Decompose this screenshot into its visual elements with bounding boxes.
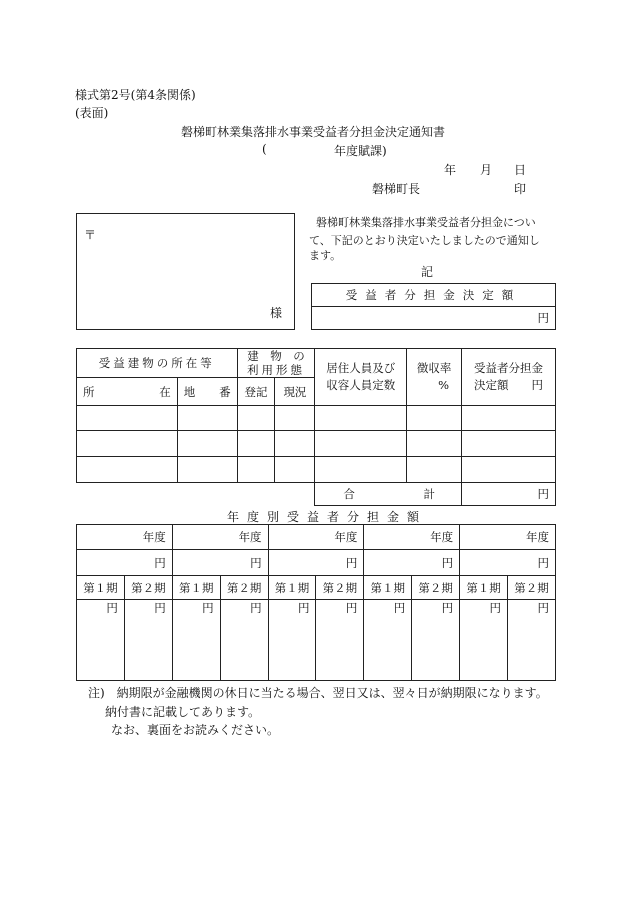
sub-place xyxy=(77,378,178,406)
period-2-label: 第２期 xyxy=(220,576,268,600)
note-line-3: なお、裏面をお読みください。 xyxy=(111,723,280,737)
period-1-label: 第１期 xyxy=(172,576,220,600)
cell xyxy=(407,457,462,483)
issuer-seal: 印 xyxy=(514,182,527,196)
sub-registered: 登記 xyxy=(237,378,275,406)
table-row xyxy=(77,457,556,483)
cell xyxy=(237,431,275,457)
cell xyxy=(77,406,178,431)
period-1-label: 第１期 xyxy=(364,576,412,600)
header-amount-line-2: 決定額 円 xyxy=(474,378,544,392)
address-box xyxy=(76,213,295,330)
cell xyxy=(237,457,275,483)
decision-unit: 円 xyxy=(312,307,556,330)
period-amount: 円 xyxy=(268,600,316,681)
cell xyxy=(77,431,178,457)
year-cell-4: 年度 xyxy=(364,525,460,550)
period-2-label: 第２期 xyxy=(316,576,364,600)
honorific-sama: 様 xyxy=(270,306,283,320)
table-row xyxy=(77,406,556,431)
cell xyxy=(462,431,556,457)
period-amount: 円 xyxy=(220,600,268,681)
total-label-1: 合 xyxy=(343,487,355,501)
sub-lot xyxy=(177,378,237,406)
cell xyxy=(237,406,275,431)
year-cell-3: 年度 xyxy=(268,525,364,550)
decision-box xyxy=(311,283,556,330)
year-cell-2: 年度 xyxy=(172,525,268,550)
blank-cell xyxy=(77,483,315,506)
notice-line-3: ます。 xyxy=(309,249,342,262)
cell xyxy=(315,431,407,457)
header-usage-line-2: 利用形態 xyxy=(246,363,305,377)
cell xyxy=(462,406,556,431)
year-amount-5: 円 xyxy=(460,550,556,576)
year-amount-4: 円 xyxy=(364,550,460,576)
header-amount-line-1: 受益者分担金 xyxy=(474,361,544,375)
postal-mark: 〒 xyxy=(84,228,97,242)
header-location: 受益建物の所在等 xyxy=(77,349,238,378)
period-amount: 円 xyxy=(124,600,172,681)
notice-line-1: 磐梯町林業集落排水事業受益者分担金につい xyxy=(316,216,536,229)
cell xyxy=(462,457,556,483)
header-amount xyxy=(462,349,556,406)
cell xyxy=(275,431,315,457)
header-residents-line-2: 収容人員定数 xyxy=(326,378,396,392)
decision-header: 受益者分担金決定額 xyxy=(312,284,556,307)
yearly-table xyxy=(76,524,556,681)
period-1-label: 第１期 xyxy=(77,576,125,600)
sub-lot-1: 地 xyxy=(183,384,196,399)
period-1-label: 第１期 xyxy=(268,576,316,600)
cell xyxy=(77,457,178,483)
header-usage-line-1: 建 物 の xyxy=(247,349,305,363)
yearly-title: 年度別受益者分担金額 xyxy=(227,510,428,524)
note-line-2: 納付書に記載してあります。 xyxy=(105,705,261,719)
year-amount-3: 円 xyxy=(268,550,364,576)
period-2-label: 第２期 xyxy=(508,576,556,600)
total-label-2: 計 xyxy=(423,487,436,501)
note-line-1: 注) 納期限が金融機関の休日に当たる場合、翌日又は、翌々日が納期限になります。 xyxy=(88,686,548,700)
period-amount: 円 xyxy=(77,600,125,681)
year-cell-5: 年度 xyxy=(460,525,556,550)
page-title: 磐梯町林業集落排水事業受益者分担金決定通知書 xyxy=(181,125,446,139)
fiscal-label: 年度賦課) xyxy=(334,144,387,158)
form-number: 様式第2号(第4条関係) xyxy=(75,88,196,102)
header-usage xyxy=(237,349,315,378)
cell xyxy=(177,431,237,457)
period-amount: 円 xyxy=(460,600,508,681)
header-rate xyxy=(407,349,462,406)
cell xyxy=(315,457,407,483)
notice-ki: 記 xyxy=(421,265,434,279)
date-day: 日 xyxy=(514,163,527,177)
cell xyxy=(177,406,237,431)
date-month: 月 xyxy=(480,163,493,177)
notice-line-2: て、下記のとおり決定いたしましたので通知し xyxy=(309,234,540,247)
total-row xyxy=(77,483,556,506)
year-cell-1: 年度 xyxy=(77,525,173,550)
header-residents xyxy=(315,349,407,406)
cell xyxy=(407,406,462,431)
period-amount: 円 xyxy=(316,600,364,681)
total-unit: 円 xyxy=(462,483,556,506)
sub-place-1: 所 xyxy=(83,384,95,399)
header-rate-line-1: 徴収率 xyxy=(416,361,452,375)
cell xyxy=(315,406,407,431)
cell xyxy=(275,457,315,483)
header-residents-line-1: 居住人員及び xyxy=(326,361,396,375)
side-label: (表面) xyxy=(75,106,109,120)
sub-place-2: 在 xyxy=(159,384,171,399)
period-amount: 円 xyxy=(508,600,556,681)
header-rate-line-2: % xyxy=(438,378,450,392)
cell xyxy=(407,431,462,457)
date-year: 年 xyxy=(444,163,457,177)
cell xyxy=(177,457,237,483)
cell xyxy=(275,406,315,431)
sub-current: 現況 xyxy=(275,378,315,406)
year-amount-2: 円 xyxy=(172,550,268,576)
building-table xyxy=(76,348,556,506)
year-amount-1: 円 xyxy=(77,550,173,576)
fiscal-open: ( xyxy=(262,142,267,156)
period-amount: 円 xyxy=(412,600,460,681)
total-label xyxy=(315,483,462,506)
period-2-label: 第２期 xyxy=(124,576,172,600)
period-1-label: 第１期 xyxy=(460,576,508,600)
sub-lot-2: 番 xyxy=(219,384,231,399)
period-amount: 円 xyxy=(172,600,220,681)
issuer-name: 磐梯町長 xyxy=(372,182,421,196)
period-amount: 円 xyxy=(364,600,412,681)
period-2-label: 第２期 xyxy=(412,576,460,600)
table-row xyxy=(77,431,556,457)
